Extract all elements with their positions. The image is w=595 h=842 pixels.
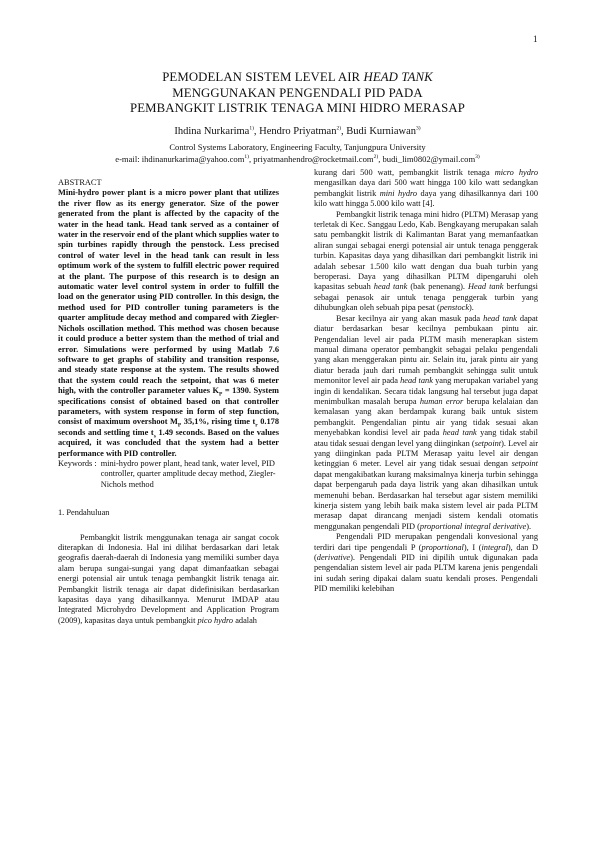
author-list: Ihdina Nurkarima$^{1)}$, Hendro Priyatman$^{2)}$, Budi Kurniawan$^{3)}$ xyxy=(174,125,421,137)
keywords-label: Keywords : xyxy=(58,458,97,468)
page-number: 1 xyxy=(533,34,538,44)
keywords xyxy=(58,459,279,490)
body-paragraph: Pengendali PID merupakan pengendali konvesional yang terdiri dari tipe pengendali P (proportional), I (integral), dan D (derivative). Pengendali PID ini dipilih untuk digunakan pada pengendalian sistem level air pada PLTM karena jenis pengendali ini sudah sering dipakai dalam suatu kendali proses. Pengendali PID memiliki kelebihan xyxy=(314,532,539,594)
abstract-body: Mini-hydro power plant is a micro power plant that utilizes the river flow as its energy generator. Size of the power generated from the plant is affected by the capacity of the water in the head tank. Head tank served as a container of water in the reservoir end of the plant which supplies water to spin turbines rapidly through the penstock. Less precised control of water level in the head tank can result in less optimum work of the system to fulfill electric power required at the plant. The purpose of this research is to design an automatic water level control system in order to fulfill the load on the generator using PID controller. In this design, the method used for PID controller tuning parameters is the quarter amplitude decay method and compared with Ziegler-Nichols oscillation method. This method was chosen because it could produce a better system than the method of trial and error. Simulations were performed by using Matlab 7.6 software to get graphs of stability and transition response, and steady state response at the system. The results showed that the system could reach the setpoint, that was 6 meter high, with the controller parameter values $K_P = 1390$. System specifications consist of obtained based on that controller parameters, with system response in form of step function, consist of maximum overshoot $M_P$ 35,1%, rising time $t_r$ 0.178 seconds and settling time $t_s$ 1.49 seconds. Based on the values acquired, it was concluded that the system had a better performance with PID controller. xyxy=(58,188,279,458)
affiliation: Control Systems Laboratory, Engineering Faculty, Tanjungpura University xyxy=(169,142,426,152)
body-paragraph: kurang dari 500 watt, pembangkit listrik tenaga micro hydro mengasilkan daya dari 500 watt hingga 100 kilo watt sedangkan pembangkit listrik mini hydro daya yang dihasilkannya dari 100 kilo watt hingga 5.000 kilo watt [4]. xyxy=(314,168,538,209)
title-line-2: MENGGUNAKAN PENGENDALI PID PADA xyxy=(172,85,423,100)
title-line-3: PEMBANGKIT LISTRIK TENAGA MINI HIDRO MERASAP xyxy=(130,101,465,115)
title-line-1: PEMODELAN SISTEM LEVEL AIR HEAD TANK xyxy=(162,70,433,84)
left-column xyxy=(58,178,279,626)
body-paragraph: Pembangkit listrik tenaga mini hidro (PLTM) Merasap yang terletak di Kec. Sanggau Ledo, Kab. Bengkayang merupakan salah satu pembangkit listrik di Kalimantan Barat yang memanfaatkan aliran sungai sebagai energi potensial air untuk tenaga penggerak turbin. Kapasitas daya yang dihasilkan dari pembangkit listrik ini adalah sebesar 1.500 kilo watt dengan dua buah turbin yang beroperasi. Daya yang dihasilkan PLTM dipengaruhi oleh kapasitas sebuah head tank (bak penenang). Head tank berfungsi sebagai penasok air untuk tenaga penggerak turbin yang dihubungkan oleh sebuah pipa pesat (penstock). xyxy=(314,209,538,313)
author-emails: e-mail: ihdinanurkarima@yahoo.com$^{1)}$, priyatmanhendro@rocketmail.com$^{2)}$, budi_lim0802@ymail.com$^{3)}$ xyxy=(115,154,480,164)
abstract-heading: ABSTRACT xyxy=(58,178,102,187)
body-paragraph: Pembangkit listrik menggunakan tenaga air sangat cocok diterapkan di Indonesia. Hal ini dilihat berdasarkan dari letak geografis daerah-daerah di Indonesia yang memiliki sumber daya alam berupa sungai-sungai yang dapat dimanfaatkan sebagai energi potensial air untuk tenaga pembangkit listrik tenaga air. Pembangkit listrik tenaga air dapat didefinisikan berdasarkan kapasitas daya yang dihasilkannya. Menurut IMDAP atau Integrated Microhydro Development and Application Program (2009), kapasitas daya untuk pembangkit pico hydro adalah xyxy=(58,532,279,625)
section-heading: 1. Pendahuluan xyxy=(58,508,110,518)
paper-title xyxy=(0,70,595,117)
body-paragraph: Besar kecilnya air yang akan masuk pada head tank dapat diatur berdasarkan besar kecilnya pembukaan pintu air. Pengendalian level air pada PLTM masih menerapkan sistem manual dimana operator pembangkit sebagai pelaku pengendali yang akan menggerakan pintu air. Selain itu, jarak pintu air yang diatur berada jauh dari rumah pembangkit sehingga sulit untuk memonitor level air pada head tank yang merupakan variabel yang ingin di kendalikan. Secara tidak langsung hal tersebut juga dapat menimbulkan masalah berupa human error berupa kelalaian dan kemalasan yang akan berdampak kurang baik untuk sistem pembangkit. Pengendalian pintu air yang tidak sesuai akan menyebabkan kondisi level air pada head tank yang tidak stabil atau tidak sesuai dengan level yang diinginkan (setpoint). Level air yang diinginkan pada PLTM Merasap yaitu level air dengan ketinggian 6 meter. Level air yang tidak sesuai dengan setpoint dapat mengakibatkan kurang maksimalnya kinerja turbin sehingga dapat berpengaruh pada daya listrik yang akan dihasilkan untuk memenuhi beban. Berdasarkan hal tersebut agar sistem memiliki kinerja sistem yang lebih baik maka sistem level air pada PLTM merasap dapat dirancang menjadi sistem kendali otomatis menggunakan pengendali PID (proportional integral derivative). xyxy=(314,313,539,531)
keywords-text: mini-hydro power plant, head tank, water level, PID controller, quarter amplitude decay method, Ziegler-Nichols method xyxy=(100,458,276,489)
right-column xyxy=(314,168,538,595)
